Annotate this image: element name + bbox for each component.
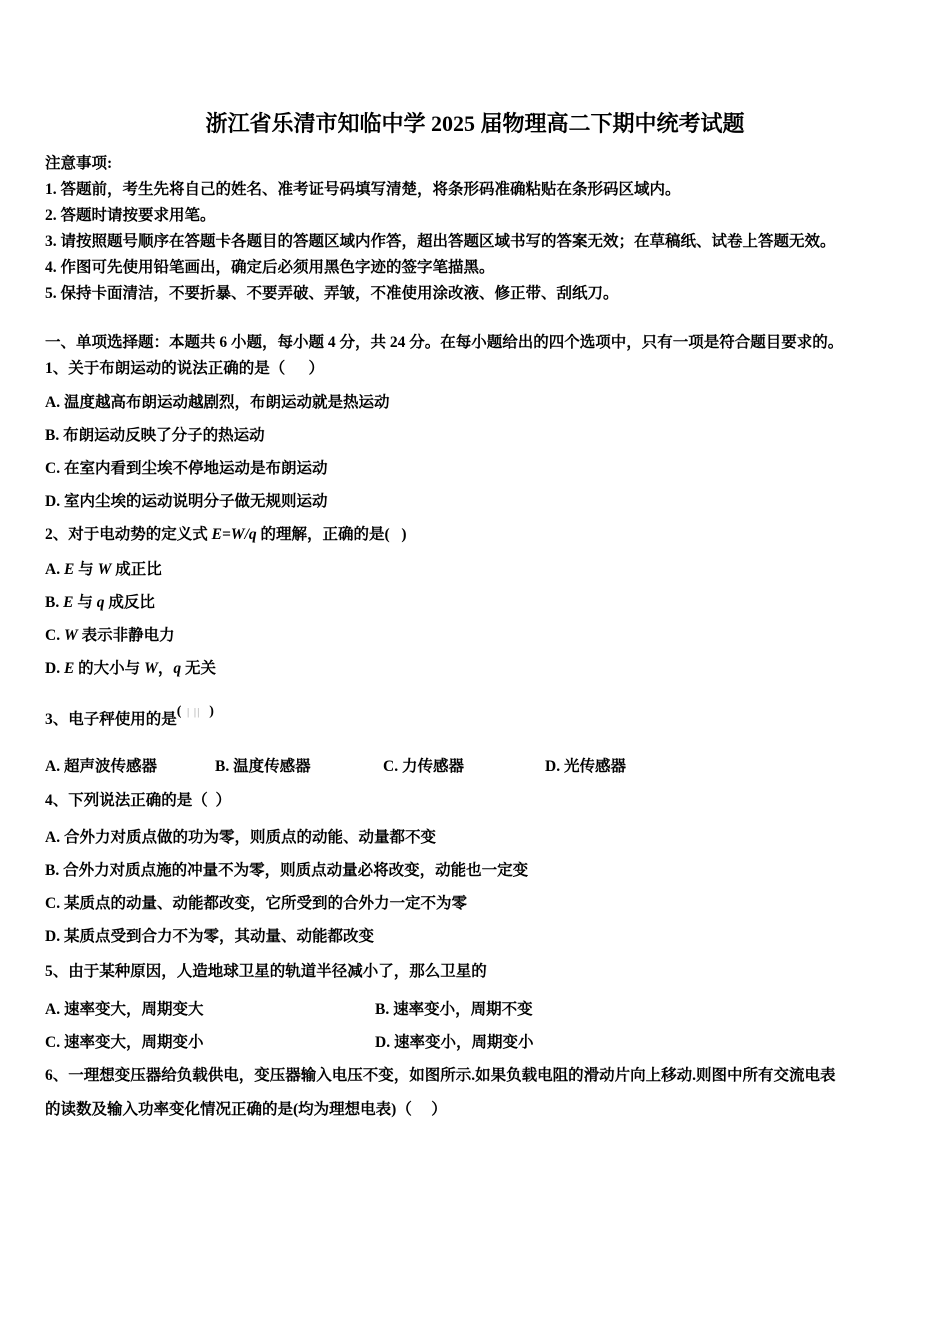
figure-marks: | || xyxy=(186,706,201,718)
question-2 xyxy=(45,522,905,685)
question-4-option-c: C. 某质点的动量、动能都改变，它所受到的合外力一定不为零 xyxy=(45,895,467,912)
notice-item: 2. 答题时请按要求用笔。 xyxy=(45,207,216,224)
question-5-option-c: C. 速率变大，周期变小 xyxy=(45,1034,204,1051)
question-3-stem-text: 3、电子秤使用的是 xyxy=(45,711,177,728)
question-2-option-c xyxy=(45,619,905,652)
option-text: 与 xyxy=(73,594,97,611)
option-label: B. xyxy=(45,594,64,611)
question-3-stem xyxy=(45,704,905,734)
page-title: 浙江省乐清市知临中学 2025 届物理高二下期中统考试题 xyxy=(205,111,745,136)
question-2-stem-text: 的理解，正确的是( ) xyxy=(256,526,407,543)
option-text: 与 xyxy=(74,561,98,578)
question-5-option-d: D. 速率变小，周期变小 xyxy=(375,1034,534,1051)
question-3-option-a: A. 超声波传感器 xyxy=(45,758,157,775)
question-3 xyxy=(45,704,905,780)
question-4-options xyxy=(45,821,905,953)
question-5 xyxy=(45,959,905,1059)
option-label: D. xyxy=(45,660,64,677)
question-2-stem-text: 2、对于电动势的定义式 xyxy=(45,526,212,543)
math-symbol: W xyxy=(97,561,112,578)
question-4-option-a: A. 合外力对质点做的功为零，则质点的动能、动量都不变 xyxy=(45,829,436,846)
math-symbol: E xyxy=(63,660,75,677)
question-3-options xyxy=(45,754,905,780)
notice-item: 4. 作图可先使用铅笔画出，确定后必须用黑色字迹的签字笔描黑。 xyxy=(45,259,495,276)
q3-inline-figure xyxy=(177,704,215,719)
emf-formula: E=W/q xyxy=(211,526,257,543)
section-one-heading: 一、单项选择题：本题共 6 小题，每小题 4 分，共 24 分。在每小题给出的四个选项中，只有一项是符合题目要求的。 xyxy=(45,334,844,351)
math-symbol: E xyxy=(63,594,74,611)
option-label: A. xyxy=(45,561,64,578)
question-6-stem-line-1: 6、一理想变压器给负载供电，变压器输入电压不变，如图所示.如果负载电阻的滑动片向上移动.则图中所有交流电表 xyxy=(45,1067,836,1084)
question-5-options-row xyxy=(45,993,905,1026)
notice-item: 3. 请按照题号顺序在答题卡各题目的答题区域内作答，超出答题区域书写的答案无效；在草稿纸、试卷上答题无效。 xyxy=(45,233,836,250)
question-1-option-d: D. 室内尘埃的运动说明分子做无规则运动 xyxy=(45,493,328,510)
question-2-stem xyxy=(45,522,905,548)
question-1-option-a: A. 温度越高布朗运动越剧烈，布朗运动就是热运动 xyxy=(45,394,390,411)
notice-heading: 注意事项: xyxy=(45,155,113,172)
math-symbol: E xyxy=(63,561,75,578)
question-5-options xyxy=(45,993,905,1059)
option-text: 表示非静电力 xyxy=(77,627,175,644)
question-3-option-d: D. 光传感器 xyxy=(545,758,626,775)
question-2-option-b xyxy=(45,586,905,619)
math-symbol: W xyxy=(144,660,158,677)
question-5-option-b: B. 速率变小，周期不变 xyxy=(375,1001,533,1018)
notice-item: 1. 答题前，考生先将自己的姓名、准考证号码填写清楚，将条形码准确粘贴在条形码区域内。 xyxy=(45,181,681,198)
question-2-options xyxy=(45,553,905,685)
question-4-option-d: D. 某质点受到合力不为零，其动量、动能都改变 xyxy=(45,928,374,945)
question-1-stem: 1、关于布朗运动的说法正确的是（ ） xyxy=(45,360,325,377)
question-1-option-c: C. 在室内看到尘埃不停地运动是布朗运动 xyxy=(45,460,328,477)
question-5-options-row xyxy=(45,1026,905,1059)
question-6 xyxy=(45,1059,905,1127)
notice-section xyxy=(45,151,905,307)
question-2-option-a xyxy=(45,553,905,586)
option-text: 的大小与 xyxy=(74,660,145,677)
question-4-stem: 4、下列说法正确的是（ ） xyxy=(45,792,232,809)
figure-paren-open: ( xyxy=(176,704,187,719)
question-4 xyxy=(45,788,905,953)
question-5-stem: 5、由于某种原因，人造地球卫星的轨道半径减小了，那么卫星的 xyxy=(45,963,487,980)
question-1-options xyxy=(45,386,905,518)
question-4-option-b: B. 合外力对质点施的冲量不为零，则质点动量必将改变，动能也一定变 xyxy=(45,862,529,879)
question-3-option-b: B. 温度传感器 xyxy=(215,758,311,775)
notice-item: 5. 保持卡面清洁，不要折暴、不要弄破、弄皱，不准使用涂改液、修正带、刮纸刀。 xyxy=(45,285,619,302)
question-3-option-c: C. 力传感器 xyxy=(383,758,464,775)
figure-paren-close: ) xyxy=(200,704,215,719)
question-5-option-a: A. 速率变大，周期变大 xyxy=(45,1001,204,1018)
question-2-option-d xyxy=(45,652,905,685)
question-1 xyxy=(45,356,905,518)
option-text: 成反比 xyxy=(104,594,155,611)
math-symbol: q xyxy=(173,660,182,677)
option-label: C. xyxy=(45,627,64,644)
option-text: ， xyxy=(157,660,174,677)
option-text: 无关 xyxy=(181,660,217,677)
math-symbol: q xyxy=(96,594,105,611)
question-6-stem-line-2: 的读数及输入功率变化情况正确的是(均为理想电表)（ ） xyxy=(45,1101,447,1118)
math-symbol: W xyxy=(63,627,78,644)
question-1-option-b: B. 布朗运动反映了分子的热运动 xyxy=(45,427,265,444)
option-text: 成正比 xyxy=(111,561,162,578)
